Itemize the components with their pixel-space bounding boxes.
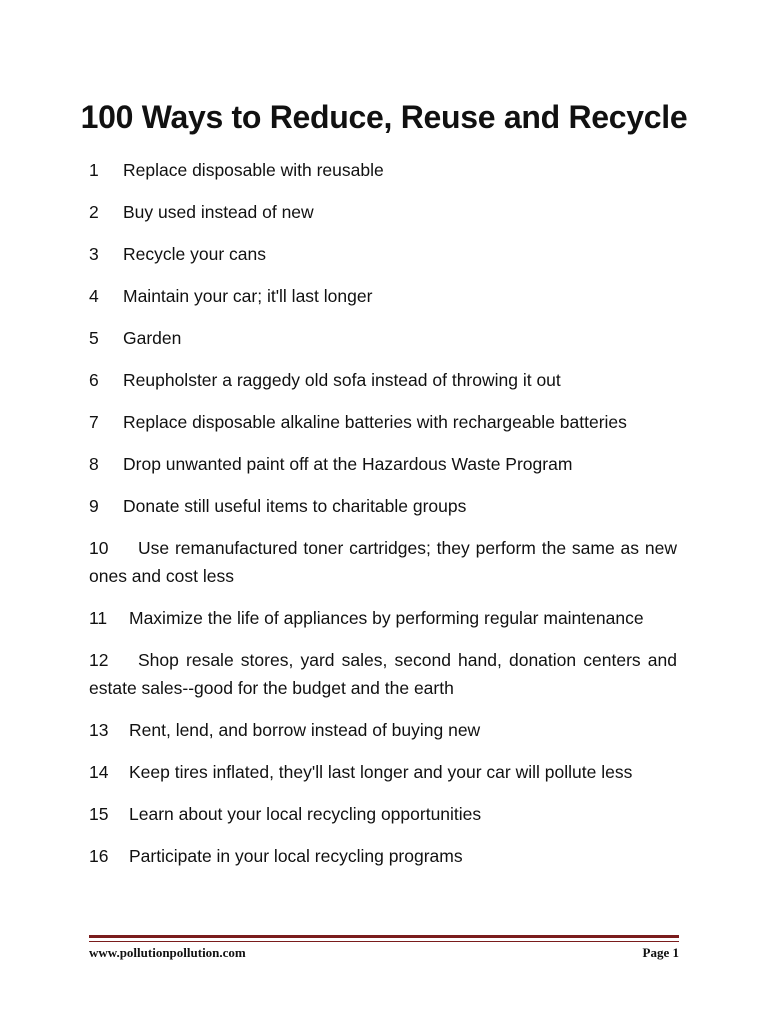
list-item — [89, 282, 677, 310]
item-number: 11 — [89, 608, 108, 628]
list-item — [89, 800, 677, 828]
item-number: 9 — [89, 496, 99, 516]
list-item — [89, 716, 677, 744]
item-number: 6 — [89, 370, 99, 390]
item-number: 14 — [89, 762, 109, 782]
item-number: 8 — [89, 454, 99, 474]
item-text: Replace disposable with reusable — [123, 160, 384, 180]
list-item — [89, 646, 677, 702]
item-text: Reupholster a raggedy old sofa instead of throwing it out — [123, 370, 561, 390]
list-item — [89, 408, 677, 436]
item-text: Learn about your local recycling opportunities — [129, 804, 482, 824]
list-item — [89, 366, 677, 394]
item-text: Garden — [123, 328, 182, 348]
list-item — [89, 450, 677, 478]
footer-website: www.pollutionpollution.com — [89, 945, 246, 960]
page-title: 100 Ways to Reduce, Reuse and Recycle — [80, 99, 688, 135]
list-item — [89, 758, 677, 786]
list-item — [89, 240, 677, 268]
footer-divider-thick — [89, 935, 679, 938]
item-number: 7 — [89, 412, 99, 432]
item-number: 4 — [89, 286, 99, 306]
tips-list — [89, 156, 677, 884]
item-text: Keep tires inflated, they'll last longer and your car will pollute less — [129, 762, 633, 782]
list-item — [89, 492, 677, 520]
item-number: 2 — [89, 202, 99, 222]
page-number: Page 1 — [642, 945, 679, 960]
item-number: 5 — [89, 328, 99, 348]
item-text: Maintain your car; it'll last longer — [123, 286, 373, 306]
item-text: Use remanufactured toner cartridges; they perform the same as new ones and cost less — [89, 538, 677, 586]
list-item — [89, 324, 677, 352]
item-text: Buy used instead of new — [123, 202, 314, 222]
list-item — [89, 156, 677, 184]
item-text: Participate in your local recycling programs — [129, 846, 463, 866]
item-text: Maximize the life of appliances by performing regular maintenance — [129, 608, 644, 628]
list-item — [89, 534, 677, 590]
list-item — [89, 198, 677, 226]
item-text: Replace disposable alkaline batteries with rechargeable batteries — [123, 412, 627, 432]
item-text: Recycle your cans — [123, 244, 266, 264]
item-text: Shop resale stores, yard sales, second hand, donation centers and estate sales--good for the budget and the earth — [89, 650, 677, 698]
item-number: 10 — [89, 538, 109, 558]
list-item — [89, 842, 677, 870]
list-item — [89, 604, 677, 632]
item-number: 3 — [89, 244, 99, 264]
item-number: 15 — [89, 804, 109, 824]
item-text: Drop unwanted paint off at the Hazardous Waste Program — [123, 454, 573, 474]
item-number: 13 — [89, 720, 109, 740]
item-number: 1 — [89, 160, 99, 180]
item-number: 16 — [89, 846, 109, 866]
item-number: 12 — [89, 650, 109, 670]
footer-divider-thin — [89, 941, 679, 942]
item-text: Rent, lend, and borrow instead of buying new — [129, 720, 481, 740]
item-text: Donate still useful items to charitable groups — [123, 496, 467, 516]
